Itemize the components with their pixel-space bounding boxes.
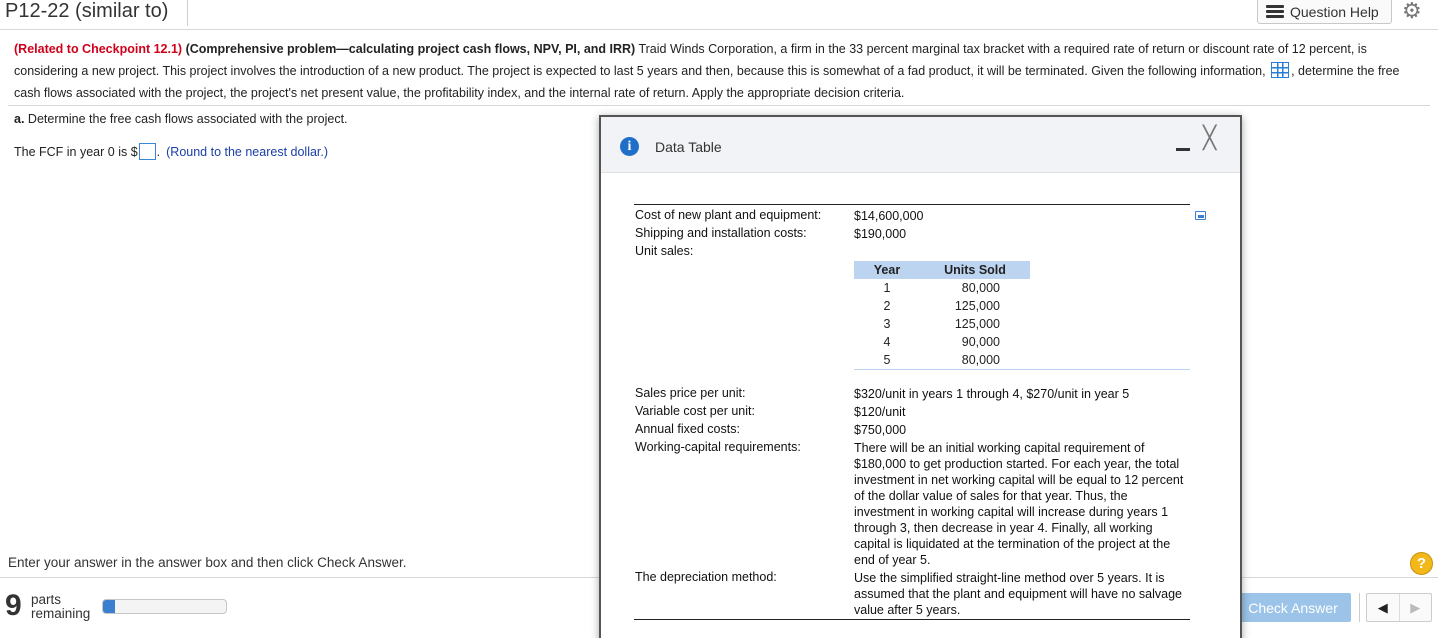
parts-remaining-count: 9 — [5, 589, 22, 622]
working-capital-label: Working-capital requirements: — [635, 440, 801, 454]
dialog-title: Data Table — [655, 139, 722, 155]
part-a-prompt — [14, 112, 348, 126]
shipping-label: Shipping and installation costs: — [635, 226, 807, 240]
problem-divider — [8, 105, 1430, 106]
previous-arrow-icon[interactable]: ◀ — [1367, 594, 1400, 621]
problem-text-2: , determine the free cash flows associated with the project, the project's net present value, the profitability index, and the internal rate of return. Apply the appropriate decision criteria. — [14, 64, 1400, 100]
question-nav — [1366, 593, 1432, 622]
units-year: 4 — [883, 335, 891, 349]
units-year: 2 — [883, 299, 891, 313]
problem-statement — [14, 38, 1429, 104]
sales-price-value: $320/unit in years 1 through 4, $270/unit in year 5 — [854, 387, 1130, 401]
check-answer-button[interactable]: Check Answer — [1235, 593, 1351, 622]
units-sold: 90,000 — [961, 335, 1000, 349]
table-bottom-rule — [634, 619, 1190, 620]
shipping-value: $190,000 — [854, 227, 907, 241]
data-table-icon[interactable] — [1271, 62, 1289, 78]
units-table-header — [854, 261, 1030, 279]
gear-icon[interactable]: ⚙ — [1402, 0, 1422, 23]
parts-remaining-label — [31, 593, 90, 621]
units-year: 5 — [883, 353, 891, 367]
help-icon[interactable]: ? — [1410, 552, 1433, 575]
progress-fill — [103, 600, 115, 613]
units-row — [854, 279, 1030, 297]
units-year: 3 — [883, 317, 891, 331]
table-top-rule — [634, 204, 1190, 205]
question-help-button[interactable] — [1257, 0, 1392, 24]
header-divider — [0, 29, 1438, 30]
title-divider — [187, 0, 188, 26]
round-hint: (Round to the nearest dollar.) — [166, 144, 329, 159]
parts-label-line1: parts — [31, 592, 62, 607]
fcf-suffix: . — [156, 144, 161, 159]
progress-bar — [102, 599, 227, 614]
units-sold: 125,000 — [954, 317, 1000, 331]
parts-label-line2: remaining — [31, 606, 91, 621]
info-icon: i — [620, 137, 639, 156]
list-icon — [1266, 5, 1284, 18]
fcf-answer-input[interactable] — [139, 143, 156, 160]
dialog-header — [601, 117, 1240, 172]
fixed-costs-label: Annual fixed costs: — [635, 422, 740, 436]
cost-label: Cost of new plant and equipment: — [635, 208, 822, 222]
variable-cost-value: $120/unit — [854, 405, 906, 419]
part-a-label: a. — [14, 112, 25, 126]
working-capital-value: There will be an initial working capital requirement of $180,000 to get production started. For each year, the total investment in net working capital will be equal to 12 percent of the dollar value of sales for that year. Thus, the investment in working capital will increase during years 1 through 3, then decrease in year 4. Finally, all working capital is liquidated at the termination of the project at the end of year 5. — [854, 441, 1184, 567]
units-header-year: Year — [873, 263, 901, 277]
depreciation-value: Use the simplified straight-line method over 5 years. It is assumed that the plant and equipment will have no salvage value after 5 years. — [854, 571, 1182, 617]
units-header-sold: Units Sold — [944, 263, 1006, 277]
page-title: P12-22 (similar to) — [5, 0, 169, 22]
question-help-label: Question Help — [1290, 3, 1379, 20]
part-a-text: Determine the free cash flows associated with the project. — [27, 112, 348, 126]
sales-price-label: Sales price per unit: — [635, 386, 746, 400]
related-checkpoint: (Related to Checkpoint 12.1) — [14, 42, 183, 56]
nav-divider — [1359, 593, 1360, 622]
copy-icon[interactable] — [1195, 211, 1206, 220]
units-sold: 125,000 — [954, 299, 1000, 313]
units-table-rule — [854, 369, 1190, 370]
units-sold: 80,000 — [961, 353, 1000, 367]
units-row — [854, 333, 1030, 351]
units-sold: 80,000 — [961, 281, 1000, 295]
units-row — [854, 315, 1030, 333]
fixed-costs-value: $750,000 — [854, 423, 907, 437]
units-year: 1 — [883, 281, 891, 295]
close-icon[interactable]: ╳ — [1203, 126, 1217, 151]
problem-text-1: Traid Winds Corporation, a firm in the 33 percent marginal tax bracket with a required rate of return or discount rate of 12 percent, is considering a new project. This project involves the introduction of a new product. The project is expected to last 5 years and then, because this is somewhat of a fad product, it will be terminated. Given the following information, — [14, 42, 1367, 78]
variable-cost-label: Variable cost per unit: — [635, 404, 755, 418]
unit-sales-label: Unit sales: — [635, 244, 694, 258]
minimize-icon[interactable] — [1176, 148, 1190, 151]
units-row — [854, 351, 1030, 369]
answer-instruction: Enter your answer in the answer box and then click Check Answer. — [8, 555, 407, 570]
data-table-dialog — [599, 115, 1242, 638]
next-arrow-icon[interactable]: ▶ — [1410, 599, 1421, 615]
cost-value: $14,600,000 — [854, 209, 924, 223]
fcf-prefix: The FCF in year 0 is $ — [14, 144, 138, 159]
units-row — [854, 297, 1030, 315]
dialog-body — [601, 172, 1240, 638]
fcf-question — [14, 143, 328, 160]
problem-topic: (Comprehensive problem—calculating project cash flows, NPV, PI, and IRR) — [185, 42, 636, 56]
depreciation-label: The depreciation method: — [635, 570, 777, 584]
